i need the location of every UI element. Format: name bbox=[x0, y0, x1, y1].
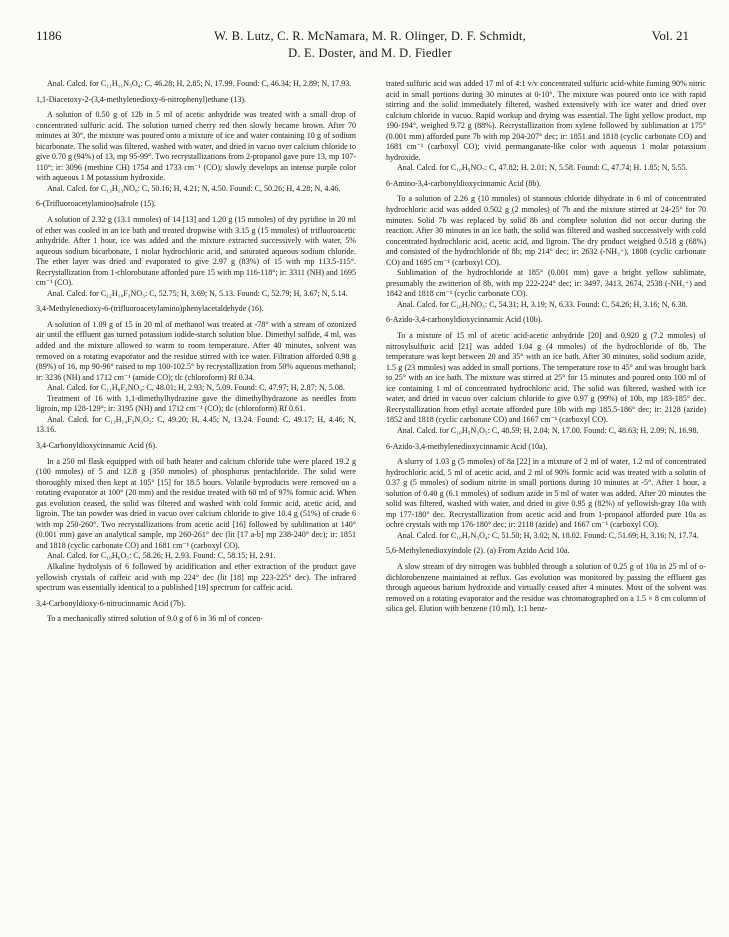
paragraph: A solution of 2.32 g (13.1 mmoles) of 14 [13] and 1.20 g (15 mmoles) of dry pyridine in 20 ml of ether was cooled in an ice bath and treated dropwise with 3.15 g (15 mmoles) of trifluoroacetic anhydride. After 1 hour, ice was added and the mixture extracted successively with water, 5% aqueous sodium bicarbonate, 1 molar hydrochloric acid, and saturated aqueous sodium chloride. The ether layer was dried and evaporated to give 2.97 g (83%) of 15 with mp 113.5-115°. Recrystallization from 1-chlorobutane afforded pure 15 with mp 116-118°; ir: 3311 (NH) and 1695 cm⁻¹ (CO). bbox=[36, 215, 356, 288]
paragraph: trated sulfuric acid was added 17 ml of 4:1 v/v concentrated sulfuric acid-white fuming 90% nitric acid in small portions during 30 minutes at 0-10°. The mixture was poured onto ice with rapid stirring and the solid immediately filtered, washed extensively with ice water and dried over calcium chloride in vacuo. Rapid workup and drying was essential. The light yellow product, mp 190-194°, weighed 9.72 g (88%). Recrystallization from xylene followed by sublimation at 175° (0.001 mm) afforded pure 7b with mp 204-207° dec; ir: 1851 and 1818 (cyclic carbonate CO) and 1681 cm⁻¹ (carboxyl CO); vivid permanganate-like color with aqueous 1 molar potassium hydroxide. bbox=[386, 79, 706, 162]
paragraph: Anal. Calcd. for C₁₀H₆O₅: C, 58.26; H, 2.93. Found: C, 58.15; H, 2.91. bbox=[47, 551, 276, 561]
paragraph: To a solution of 2.26 g (10 mmoles) of stannous chloride dihydrate in 6 ml of concentrated hydrochloric acid was added 0.502 g (2 mmoles) of 7b and the mixture stirred at 24-25° for 70 minutes. Solid 7b was replaced by solid 8b and complete solution did not occur during the reaction. After 30 minutes in an ice bath, the solid was filtered and washed successively with cold concentrated hydrochloric acid, acetic acid, and ligroin. The dry product weighed 0.518 g (68%) and consisted of the hydrochloride of 8b; mp 214° dec; ir: 2632 (-NH₃⁺), 1808 (cyclic carbonate CO) and 1695 cm⁻¹ (carboxyl CO). bbox=[386, 194, 706, 267]
paragraph: A slow stream of dry nitrogen was bubbled through a solution of 0.25 g of 10a in 25 ml of o-dichlorobenzene maintained at reflux. Gas evolution was monitored by passing the effluent gas through aqueous barium hydroxide and virtually ceased after 4 minutes. Most of the solvent was removed on a rotating evaporator and the residue was chromatographed on a 1.5 × 8 cm column of silica gel. Elution with benzene (10 ml), 1:1 benz- bbox=[386, 561, 706, 614]
authors-line-2: D. E. Doster, and M. D. Fiedler bbox=[288, 46, 452, 60]
paragraph: A slurry of 1.03 g (5 mmoles) of 8a [22] in a mixture of 2 ml of water, 1.2 ml of concentrated hydrochloric acid, 5 ml of acetic acid, and 2 ml of 90% formic acid was treated with a solutin of 0.37 g (5 mmoles) of sodium nitrite in small portions during 10 minutes at -5°. After 1 hour, a solution of 0.40 g (6.1 mmoles) of sodium azide in 5 ml of water was added. After 20 minutes the solid was filtered, washed with water, and dried to give 0.95 g (82%) of yellowish-gray 10a with mp 177-180° dec. Recrystallization from acetic acid and from 1-propanol afforded pure 10a as ochre crystals with mp 176-180° dec; ir: 2118 (azide) and 1667 cm⁻¹ (carboxyl CO). bbox=[386, 457, 706, 530]
paragraph: A solution of 1.09 g of 15 in 20 ml of methanol was treated at -78° with a stream of ozonized air until the effluent gas turned potassium iodide-starch solution blue. Dimethyl sulfide, 4 ml, was added and the mixture allowed to warm to room temperature. After 40 minutes, solvent was removed on a rotating evaporator and the residue stirred with ice water. Filtration afforded 0.98 g (89%) of 16, mp 90-96° raised to mp 100-102.5° by recrystallization from 50% aqueous methanol; ir: 3236 (NH) and 1712 cm⁻¹ (amide CO); tlc (chloroform) Rf 0.34. bbox=[36, 319, 356, 382]
paragraph: Anal. Calcd. for C₁₀H₅N₃O₅: C, 48.59; H, 2.04; N, 17.00. Found: C, 48.63; H, 2.09; N, 16.98. bbox=[397, 425, 699, 435]
section-heading: 3,4-Methylenedioxy-6-(trifluoroacetylamino)phenylacetaldehyde (16). bbox=[36, 304, 264, 314]
paragraph: In a 250 ml flask equipped with oil bath heater and calcium chloride tube were placed 19.2 g (100 mmoles) of 5 and 12.8 g (350 mmoles) of phosphorus pentachloride. The solid were thoroughly mixed then kept at 105° [15] for 18.5 hours. Volatile byproducts were removed on a rotating evaporator at 100° (20 mm) and the residue treated with 60 ml of 97% formic acid. When gas evolution ceased, the solid was filtered and washed with cold formic acid, acetic acid, and ligroin. The tan powder was dried in vacuo over calcium chloride to give 10.4 g (51%) of crude 6 with mp 250-260°. Two recrystallizations from acetic acid [16] followed by sublimation at 140° (0.001 mm) gave an analytical sample, mp 260-261° dec (lit [17 a-b] mp 238-240° dec); ir: 1851 and 1818 (cyclic carbonate CO) and 1681 cm⁻¹ (carboxyl CO). bbox=[36, 456, 356, 550]
paragraph: Anal. Calcd. for C₁₀H₇NO₅: C, 54.31; H, 3.19; N, 6.33. Found: C, 54.26; H, 3.16; N, 6.38. bbox=[397, 299, 688, 309]
paragraph: Anal. Calcd. for C₁₃H₁₃NO₈: C, 50.16; H, 4.21; N, 4.50. Found: C, 50.26; H, 4.28; N, 4.46. bbox=[47, 183, 341, 193]
paragraph: Anal. Calcd. for C₁₃H₁₄F₃N₃O₃: C, 49.20; H, 4.45; N, 13.24. Found: C, 49.17; H, 4.46; N, 13.16. bbox=[36, 414, 356, 435]
paragraph: Anal. Calcd. for C₁₁H₁₁N₃O₄: C, 46.28; H, 2.85; N, 17.99. Found: C, 46.34; H, 2.89; N, 17.93. bbox=[47, 79, 352, 88]
paragraph: Alkaline hydrolysis of 6 followed by acidification and ether extraction of the product gave yellowish crystals of caffeic acid with mp 224° dec (lit [18] mp 223-225° dec). The infrared spectrum was essentially identical to a published [19] spectrum for caffeic acid. bbox=[36, 561, 356, 593]
paragraph: Treatment of 16 with 1,1-dimethylhydrazine gave the dimethylhydrazone as needles from ligroin, mp 128-129°; ir: 3195 (NH) and 1712 cm⁻¹ (CO); tlc (chloroform) Rf 0.61. bbox=[36, 393, 356, 414]
left-column bbox=[36, 79, 356, 625]
paragraph: Anal. Calcd. for C₁₁H₈F₃NO₄: C, 48.01; H, 2.93; N, 5.09. Found: C, 47.97; H, 2.87; N, 5.08. bbox=[47, 383, 345, 393]
section-heading: 3,4-Carbonyldioxy-6-nitrocinnamic Acid (7b). bbox=[36, 598, 186, 608]
section-heading: 3,4-Carbonyldioxycinnamic Acid (6). bbox=[36, 440, 158, 450]
paragraph: Anal. Calcd. for C₁₀H₇N₃O₄: C, 51.50; H, 3.02; N, 18.02. Found: C, 51.69; H, 3.16; N, 17.74. bbox=[397, 530, 699, 540]
right-column bbox=[386, 79, 706, 615]
paragraph: Sublimation of the hydrochloride at 185° (0.001 mm) gave a bright yellow sublimate, presumably the zwitterion of 8b, with mp 222-224° dec; ir: 3497, 3413, 2674, 2538 (-NH₃⁺) and 1842 and 1818 cm⁻¹ (cyclic carbonate CO). bbox=[386, 268, 706, 299]
section-heading: 6-(Trifluoroacetylamino)safrole (15). bbox=[36, 199, 156, 209]
paragraph: Anal. Calcd. for C₁₀H₅NO₇: C, 47.82; H. 2.01; N, 5.58. Found: C, 47.74; H. 1.85; N, 5.55. bbox=[397, 163, 688, 173]
section-heading: 6-Amino-3,4-carbonyldioxycinnamic Acid (8b). bbox=[386, 178, 542, 188]
paragraph: To a mixture of 15 ml of acetic acid-acetic anhydride [20] and 0.920 g (7.2 mmoles) of nitrosylsulfuric acid [21] was added 1.04 g (4 mmoles) of the hydrochloride of 8b. The temperature was kept between 20 and 35° with an ice bath. After 30 minutes, solid sodium azide, 1.5 g (23 mmoles) was added in small portions. The temperature rose to 45° and was brought back to 25° with an ice bath. The mixture was stirred at 25° for 15 minutes and poured onto 100 ml of ice containing 1 ml of concentrated hydrochloric acid. The solid was filtered, washed with ice water, and dried in vacuo over calcium chloride to give 0.97 g (99%) of 10b, mp 183-185° dec. Recrystallization from ethyl acetate afforded pure 10b with mp 185.5-186° dec; ir: 2128 (azide) 1852 and 1818 (cyclic carbonate CO) and 1667 cm⁻¹ (carboxyl CO). bbox=[386, 331, 706, 425]
volume-label: Vol. 21 bbox=[651, 28, 689, 43]
authors-line-1: W. B. Lutz, C. R. McNamara, M. R. Olinger, D. F. Schmidt, bbox=[214, 29, 526, 43]
paragraph: Anal. Calcd. for C₁₂H₁₀F₃NO₃: C, 52.75; H, 3.69; N, 5.13. Found: C, 52.79; H, 3.67; N, 5.14. bbox=[47, 288, 348, 298]
section-heading: 6-Azido-3,4-carbonyldioxycinnamic Acid (10b). bbox=[386, 315, 543, 325]
section-heading: 6-Azido-3,4-methylenedioxycinnamic Acid (10a). bbox=[386, 441, 548, 451]
page-number: 1186 bbox=[36, 28, 62, 43]
section-heading: 1,1-Diacetoxy-2-(3,4-methylenedioxy-6-nitrophenyl)ethane (13). bbox=[36, 94, 247, 104]
paragraph: To a mechanically stirred solution of 9.0 g of 6 in 36 ml of concen- bbox=[47, 614, 263, 624]
section-heading: 5,6-Methylenedioxyindole (2). (a) From Azido Acid 10a. bbox=[386, 546, 570, 556]
paragraph: A solution of 0.50 g of 12b in 5 ml of acetic anhydride was treated with a small drop of concentrated sulfuric acid. The solution turned cherry red then slowly became brown. After 70 minutes at 30°, the mixture was poured onto a mixture of ice and water containing 10 g of sodium bicarbonate. The solid was filtered, washed with water, and dried in vacuo over calcium chloride to give 0.70 g (94%) of 13, mp 95-99°. Two recrystallizations from 2-propanol gave pure 13, mp 107-110°; ir: 3096 (methine CH) 1754 and 1733 cm⁻¹ (CO); slowly develops an intense purple color with aqueous 1 M potassium hydroxide. bbox=[36, 110, 356, 183]
running-header-authors bbox=[150, 28, 590, 62]
